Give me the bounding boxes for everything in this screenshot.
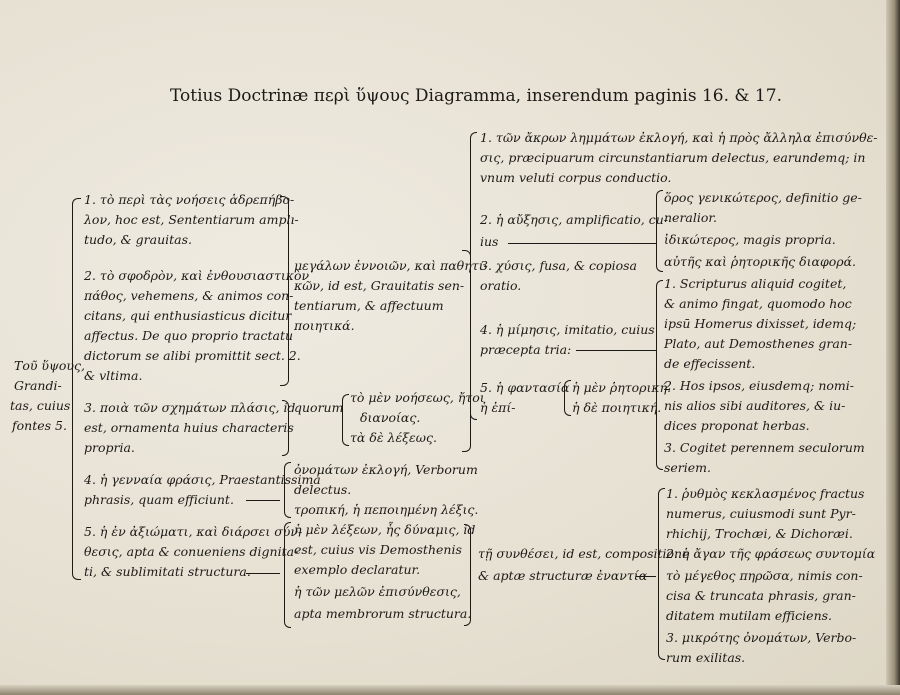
middle-4-brace (284, 462, 291, 518)
vitia-line-9: rum exilitas. (666, 650, 746, 665)
right-1-line-3: vnum veluti corpus conductio. (480, 170, 672, 185)
middle-12-line-1: μεγάλων ἐννοιῶν, καὶ παθητι- (294, 258, 488, 273)
page-edge (886, 0, 900, 695)
quorum-label: quorum (294, 400, 344, 415)
right-2-line-2: ius (480, 234, 499, 249)
vitia-line-1: 1. ῥυθμὸς κεκλασμένος fractus (666, 486, 865, 501)
root-label-4: fontes 5. (12, 418, 67, 433)
middle-5-line-1: ἡ μὲν λέξεων, ἧς δύναμις, id (294, 522, 476, 537)
middle-5-line-3: exemplo declaratur. (294, 562, 421, 577)
vitia-line-6: cisa & truncata phrasis, gran- (666, 588, 856, 603)
precept-line-6: 2. Hos ipsos, eiusdemq; nomi- (664, 378, 854, 393)
precept-line-3: ipsū Homerus dixisset, idemq; (664, 316, 857, 331)
right-5-sub-2: ἡ δὲ ποιητική. (572, 400, 662, 415)
middle-4-line-3: τροπική, ἡ πεποιημένη λέξις. (294, 502, 479, 517)
middle-12-line-2: κῶν, id est, Grauitatis sen- (294, 278, 465, 293)
source-2-line-2: πάθος, vehemens, & animos con- (84, 288, 294, 303)
source-1-line-1: 1. τὸ περὶ τὰς νοήσεις ἁδρεπήβο- (84, 192, 295, 207)
middle-3-line-3: τὰ δὲ λέξεως. (350, 430, 437, 445)
right-3-line-1: 3. χύσις, fusa, & copiosa (480, 258, 637, 273)
vitia-line-7: ditatem mutilam efficiens. (666, 608, 833, 623)
source-1-line-2: λον, hoc est, Sententiarum amplı- (84, 212, 299, 227)
root-label-2: Grandi- (14, 378, 62, 393)
right-1-line-1: 1. τῶν ἄκρων λημμάτων ἐκλογή, καὶ ἡ πρὸς ἄλληλα ἐπισύνθε- (480, 130, 878, 145)
connector-line-5 (246, 573, 280, 574)
source-5-line-1: 5. ἡ ἐν ἀξιώματι, καὶ διάρσει σύν- (84, 524, 303, 539)
right-2-def-brace (656, 190, 663, 272)
source-1-line-3: tudo, & grauitas. (84, 232, 192, 247)
right-2-def-2: neralior. (664, 210, 717, 225)
right-4-precepts-brace (656, 280, 663, 470)
vitia-line-2: numerus, cuiusmodi sunt Pyr- (666, 506, 856, 521)
middle-4-line-2: delectus. (294, 482, 352, 497)
source-3-brace (282, 400, 289, 456)
precept-line-1: 1. Scripturus aliquid cogitet, (664, 276, 847, 291)
precept-line-4: Plato, aut Demosthenes gran- (664, 336, 853, 351)
middle-5-brace (284, 522, 291, 628)
right-2-def-1: ὅρος γενικώτερος, definitio ge- (664, 190, 862, 205)
connector-line-r4 (576, 350, 656, 351)
right-2-def-4: αὐτῆς καὶ ῥητορικῆς διαφορά. (664, 254, 857, 269)
root-label-3: tas, cuius (10, 398, 71, 413)
vitia-line-8: 3. μικρότης ὀνομάτων, Verbo- (666, 630, 857, 645)
source-3-line-3: propria. (84, 440, 135, 455)
source-5-line-2: θεσις, apta & conueniens dignita- (84, 544, 299, 559)
source-3-line-2: est, ornamenta huius characteris (84, 420, 294, 435)
sources-1-2-brace (280, 196, 289, 386)
middle-5-line-2: est, cuius vis Demosthenis (294, 542, 462, 557)
middle-5-line-4: ἡ τῶν μελῶν ἐπισύνθεσις, (294, 584, 461, 599)
precept-line-7: nis alios sibi auditores, & iu- (664, 398, 846, 413)
vitia-brace (658, 488, 665, 660)
source-4-line-1: 4. ἡ γενναία φράσις, Praestantissima (84, 472, 321, 487)
root-brace (72, 198, 81, 580)
right-column-brace (470, 132, 477, 420)
composition-line-2: & aptæ structuræ ἐναντία (478, 568, 648, 583)
source-2-line-6: & vltima. (84, 368, 143, 383)
right-2-line-1: 2. ἡ αὔξησις, amplificatio, cu- (480, 212, 669, 227)
precept-line-5: de effecissent. (664, 356, 756, 371)
composition-line-1: τῇ συνθέσει, id est, compositione (478, 546, 690, 561)
middle-12-line-3: tentiarum, & affectuum (294, 298, 444, 313)
source-2-line-1: 2. τὸ σφοδρὸν, καὶ ἐνθουσιαστικὸν (84, 268, 310, 283)
middle-3-line-2: διανοίας. (360, 410, 421, 425)
right-5-line-2: ἡ ἐπί- (480, 400, 516, 415)
source-5-line-3: ti, & sublimitati structura. (84, 564, 251, 579)
right-4-line-1: 4. ἡ μίμησις, imitatio, cuius (480, 322, 655, 337)
vitia-line-4: 2. ἡ ἄγαν τῆς φράσεως συντομία (666, 546, 876, 561)
precept-line-2: & animo fingat, quomodo hoc (664, 296, 852, 311)
right-5-sub-1: ἡ μὲν ῥητορική. (572, 380, 672, 395)
middle-4-line-1: ὀνομάτων ἐκλογή, Verborum (294, 462, 478, 477)
source-2-line-3: citans, qui enthusiasticus dicitur (84, 308, 292, 323)
source-2-line-4: affectus. De quo proprio tractatu (84, 328, 294, 343)
precept-line-10: seriem. (664, 460, 712, 475)
connector-line-r2 (508, 243, 656, 244)
middle-5-line-5: apta membrorum structura. (294, 606, 472, 621)
right-5-line-1: 5. ἡ φαντασία (480, 380, 570, 395)
right-4-line-2: præcepta tria: (480, 342, 572, 357)
right-5-brace (564, 380, 571, 416)
page-bottom-edge (0, 685, 900, 695)
source-2-line-5: dictorum se alibi promittit sect. 2. (84, 348, 301, 363)
vitia-line-3: rhichij, Trochæi, & Dichoræi. (666, 526, 853, 541)
middle-3-line-1: τὸ μὲν νοήσεως, ἤτοι (350, 390, 485, 405)
connector-line-4 (246, 500, 280, 501)
connector-line-comp (636, 576, 656, 577)
source-3-line-1: 3. ποιὰ τῶν σχημάτων πλάσις, id (84, 400, 296, 415)
right-1-line-2: σις, præcipuarum circunstantiarum delectus, earundemq; in (480, 150, 866, 165)
right-2-def-3: ἰδικώτερος, magis propria. (664, 232, 836, 247)
precept-line-8: dices proponat herbas. (664, 418, 810, 433)
source-4-line-2: phrasis, quam efficiunt. (84, 492, 234, 507)
middle-12-line-4: ποιητικά. (294, 318, 355, 333)
vitia-line-5: τὸ μέγεθος πηρῶσα, nimis con- (666, 568, 863, 583)
middle-5-close-brace (464, 524, 471, 626)
page-title: Totius Doctrinæ περὶ ὕψους Diagramma, inserendum paginis 16. & 17. (170, 86, 782, 106)
quorum-brace (342, 394, 349, 446)
right-3-line-2: oratio. (480, 278, 522, 293)
precept-line-9: 3. Cogitet perennem seculorum (664, 440, 865, 455)
root-label-1: Τοῦ ὕψους, (14, 358, 85, 373)
